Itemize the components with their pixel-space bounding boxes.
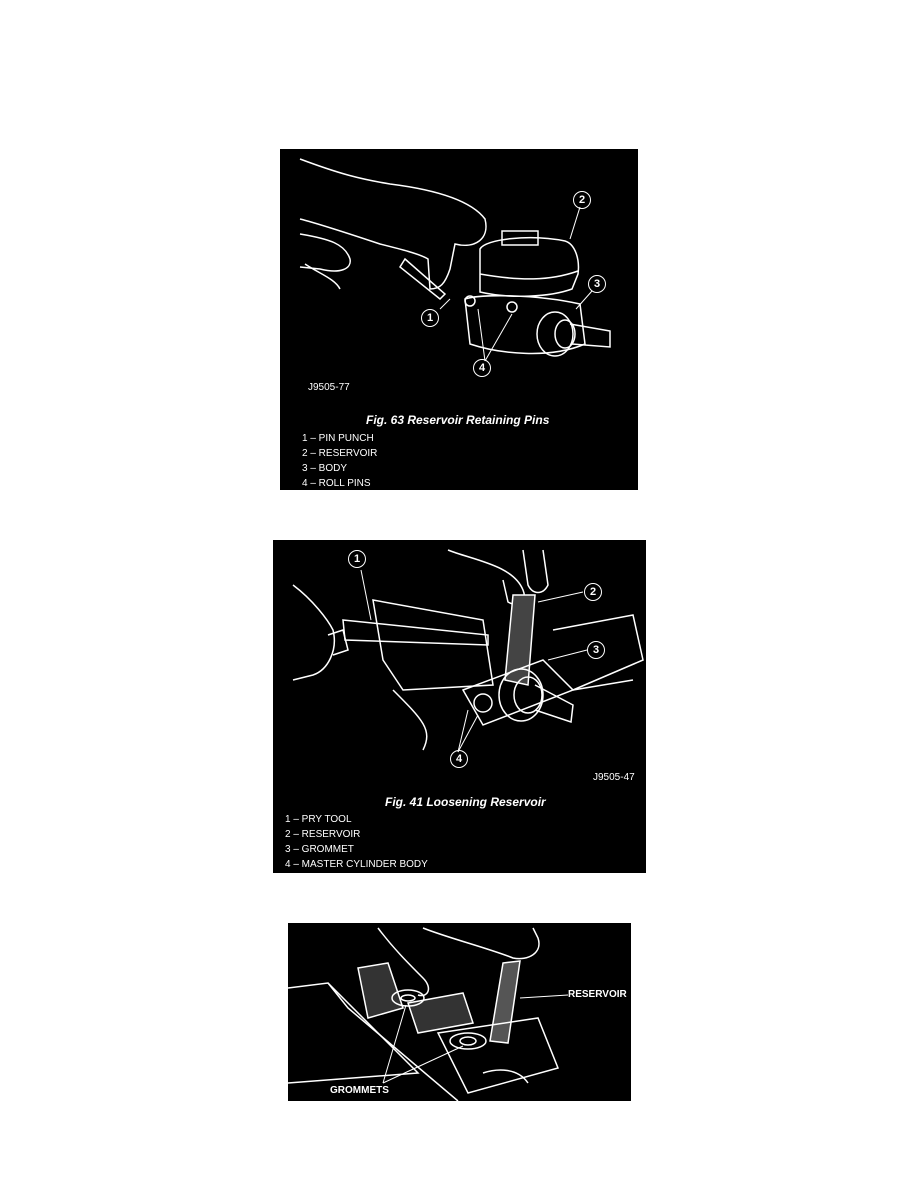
legend-item: 2 – RESERVOIR bbox=[302, 448, 378, 459]
figure-title: Fig. 41 Loosening Reservoir bbox=[385, 795, 546, 809]
legend-item: 1 – PIN PUNCH bbox=[302, 433, 374, 444]
callout-3: 3 bbox=[588, 275, 606, 293]
figure-3-illustration bbox=[288, 923, 631, 1101]
legend-item: 4 – ROLL PINS bbox=[302, 478, 371, 489]
legend-item: 4 – MASTER CYLINDER BODY bbox=[285, 859, 428, 870]
figure-code: J9505-47 bbox=[593, 772, 635, 783]
callout-3: 3 bbox=[587, 641, 605, 659]
legend-item: 2 – RESERVOIR bbox=[285, 829, 361, 840]
callout-1: 1 bbox=[348, 550, 366, 568]
callout-1: 1 bbox=[421, 309, 439, 327]
callout-4: 4 bbox=[473, 359, 491, 377]
figure-reservoir-grommets bbox=[288, 923, 631, 1101]
callout-2: 2 bbox=[573, 191, 591, 209]
grommets-label: GROMMETS bbox=[330, 1085, 389, 1096]
figure-reservoir-retaining-pins bbox=[280, 149, 638, 490]
figure-loosening-reservoir bbox=[273, 540, 646, 873]
figure-legend bbox=[302, 431, 377, 490]
legend-item: 1 – PRY TOOL bbox=[285, 814, 352, 825]
legend-item: 3 – BODY bbox=[302, 463, 348, 474]
callout-2: 2 bbox=[584, 583, 602, 601]
callout-4: 4 bbox=[450, 750, 468, 768]
figure-code: J9505-77 bbox=[308, 382, 350, 393]
figure-title: Fig. 63 Reservoir Retaining Pins bbox=[366, 413, 550, 427]
reservoir-label: RESERVOIR bbox=[568, 989, 627, 1000]
legend-item: 3 – GROMMET bbox=[285, 844, 354, 855]
figure-legend bbox=[285, 812, 428, 872]
